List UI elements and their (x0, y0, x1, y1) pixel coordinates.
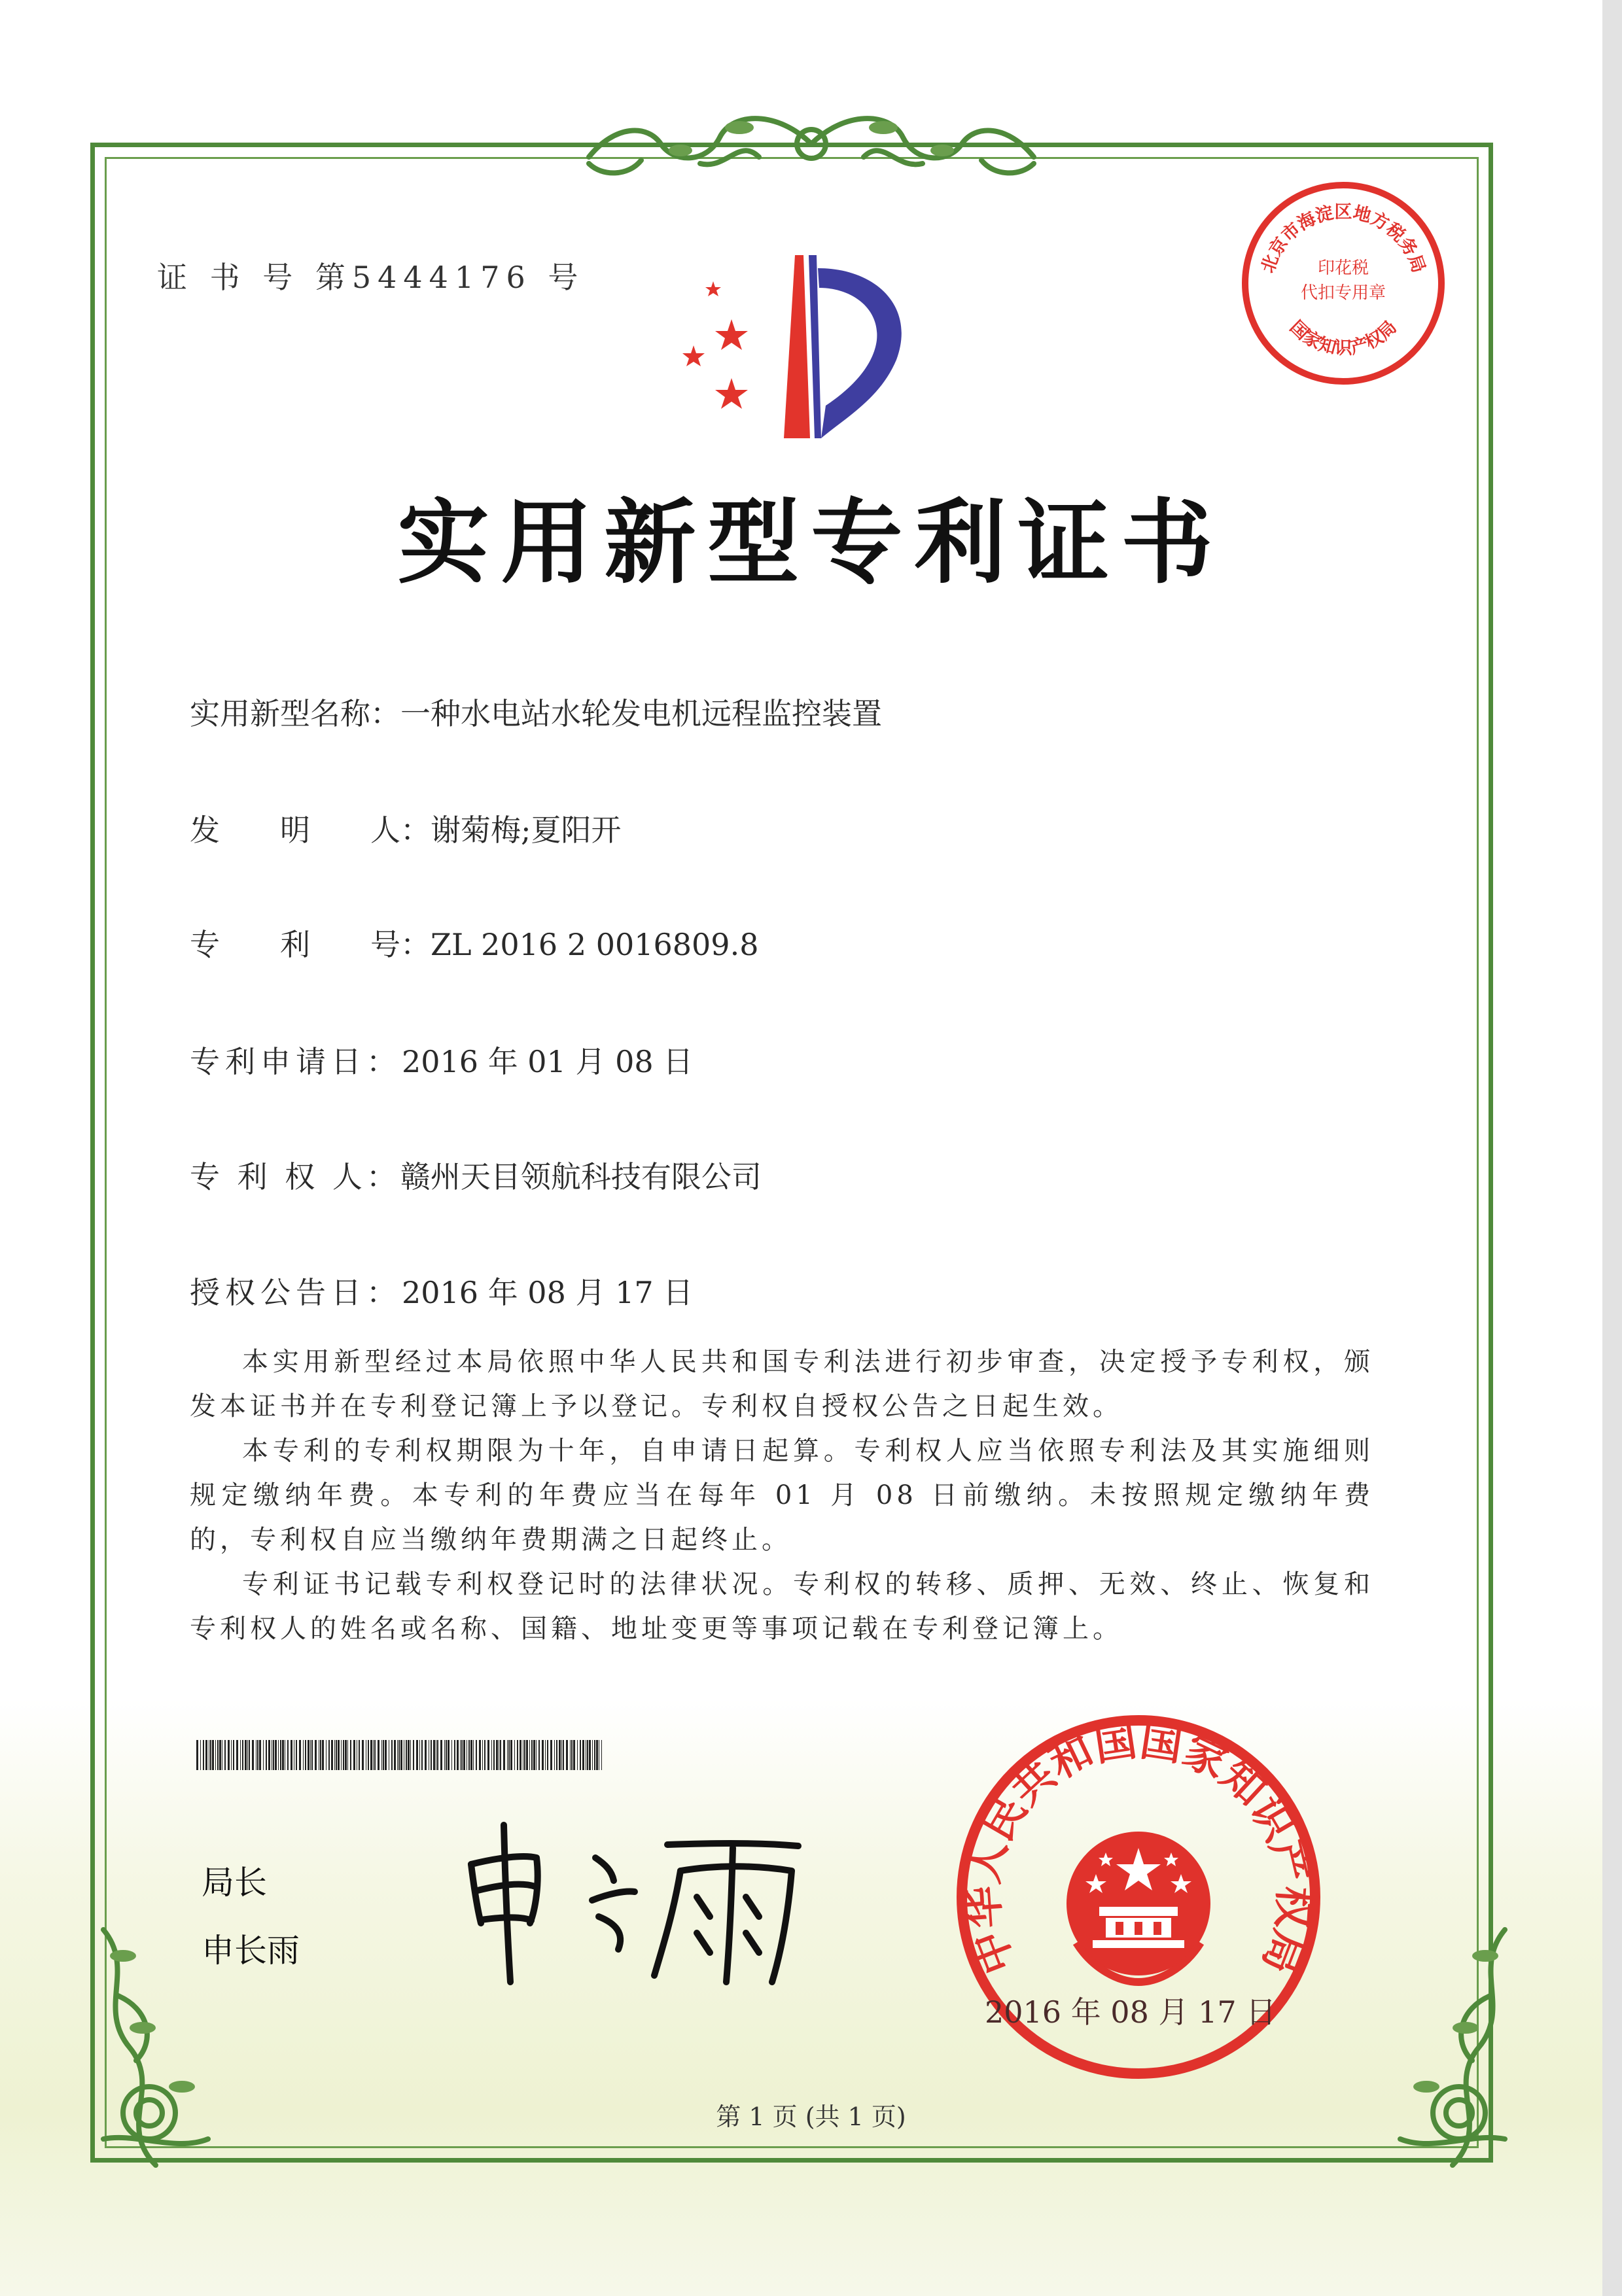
barcode-bar (589, 1740, 591, 1770)
field-grant-date (190, 1269, 693, 1312)
barcode-bar (210, 1740, 211, 1770)
national-emblem-icon (1067, 1832, 1210, 1982)
barcode-bar (328, 1740, 330, 1770)
director-title: 局长 (202, 1864, 267, 1902)
barcode-bar (536, 1740, 537, 1770)
field-application-date (190, 1038, 693, 1081)
barcode-bar (236, 1740, 238, 1770)
svg-text:国家知识产权局 (1286, 317, 1401, 358)
barcode-bar (315, 1740, 317, 1770)
barcode-bar (508, 1740, 510, 1770)
barcode-bar (320, 1740, 321, 1770)
barcode-bar (397, 1740, 398, 1770)
barcode-bar (493, 1740, 495, 1770)
barcode-bar (240, 1740, 241, 1770)
barcode-bar (524, 1740, 525, 1770)
barcode-bar (503, 1740, 505, 1770)
field-utility-model-name (190, 690, 882, 733)
barcode-bar (416, 1740, 418, 1770)
certificate-body (190, 1340, 1374, 1651)
barcode-bar (219, 1740, 221, 1770)
barcode-bar (461, 1740, 463, 1770)
barcode-bar (545, 1740, 546, 1770)
barcode-bar (343, 1740, 344, 1770)
barcode-bar (594, 1740, 595, 1770)
barcode-bar (359, 1740, 360, 1770)
scan-edge (1602, 0, 1622, 2296)
barcode-bar (507, 1740, 508, 1770)
barcode-bar (573, 1740, 575, 1770)
barcode-bar (531, 1740, 533, 1770)
barcode-bar (228, 1740, 230, 1770)
barcode-bar (473, 1740, 474, 1770)
barcode-bar (282, 1740, 284, 1770)
barcode-bar (353, 1740, 355, 1770)
barcode-bar (280, 1740, 281, 1770)
barcode-bar (520, 1740, 521, 1770)
field-value: 2016 年 01 月 08 日 (402, 1044, 694, 1079)
barcode-bar (231, 1740, 232, 1770)
top-ornament-icon (563, 98, 1060, 190)
certificate-number: 证 书 号 第5444176 号 (157, 260, 585, 295)
barcode-bar (278, 1740, 279, 1770)
barcode-bar (205, 1740, 207, 1770)
tax-seal-inner-line1: 印花税 (1317, 258, 1369, 278)
barcode-bar (406, 1740, 407, 1770)
barcode-bar (252, 1740, 254, 1770)
barcode-bar (303, 1740, 304, 1770)
barcode-bar (542, 1740, 544, 1770)
barcode-bar (331, 1740, 333, 1770)
field-label: 发 明 人： (190, 812, 431, 848)
barcode-bar (470, 1740, 472, 1770)
barcode-bar (345, 1740, 347, 1770)
barcode-bar (362, 1740, 364, 1770)
barcode-bar (484, 1740, 485, 1770)
bottom-left-ornament-icon (77, 1917, 221, 2178)
barcode-bar (577, 1740, 578, 1770)
field-value: 2016 年 08 月 17 日 (402, 1275, 694, 1310)
barcode-bar (538, 1740, 540, 1770)
barcode-bar (203, 1740, 204, 1770)
tax-stamp-seal (1235, 175, 1451, 391)
barcode-bar (487, 1740, 489, 1770)
barcode-bar (287, 1740, 289, 1770)
barcode-bar (463, 1740, 465, 1770)
field-inventor (190, 807, 622, 850)
barcode-bar (247, 1740, 248, 1770)
barcode-bar (257, 1740, 258, 1770)
barcode-bar (421, 1740, 423, 1770)
barcode-bar (305, 1740, 306, 1770)
field-value: ZL 2016 2 0016809.8 (431, 927, 759, 962)
director-signature (458, 1818, 811, 1989)
barcode-bar (263, 1740, 264, 1770)
barcode-bar (259, 1740, 261, 1770)
barcode-bar (559, 1740, 561, 1770)
barcode-bar (408, 1740, 410, 1770)
barcode-bar (561, 1740, 562, 1770)
barcode-bar (266, 1740, 267, 1770)
barcode-bar (249, 1740, 250, 1770)
field-value: 谢菊梅;夏阳开 (431, 812, 622, 848)
barcode-bar (451, 1740, 452, 1770)
barcode-bar (566, 1740, 568, 1770)
barcode-bar (212, 1740, 214, 1770)
certificate-title: 实用新型专利证书 (397, 489, 1225, 597)
barcode-bar (440, 1740, 442, 1770)
barcode-bar (217, 1740, 219, 1770)
field-patent-number (190, 921, 758, 964)
barcode-bar (437, 1740, 438, 1770)
body-paragraph: 本实用新型经过本局依照中华人民共和国专利法进行初步审查，决定授予专利权，颁发本证书并在专利登记簿上予以登记。专利权自授权公告之日起生效。 (190, 1347, 1374, 1421)
barcode-bar (563, 1740, 564, 1770)
barcode-bar (385, 1740, 387, 1770)
barcode-bar (526, 1740, 528, 1770)
barcode (196, 1740, 602, 1770)
barcode-bar (398, 1740, 400, 1770)
barcode-bar (510, 1740, 512, 1770)
body-paragraph: 本专利的专利权期限为十年，自申请日起算。专利权人应当依照专利法及其实施细则规定缴纳年费。本专利的年费应当在每年 01 月 08 日前缴纳。未按照规定缴纳年费的，专利权自应当缴纳年费期满之日起终止。 (190, 1436, 1374, 1555)
seal-date: 2016 年 08 月 17 日 (985, 1994, 1277, 2030)
barcode-bar (296, 1740, 297, 1770)
barcode-bar (268, 1740, 270, 1770)
barcode-bar (601, 1740, 602, 1770)
barcode-bar (291, 1740, 292, 1770)
page-number: 第 1 页 (共 1 页) (716, 2102, 906, 2131)
barcode-bar (381, 1740, 382, 1770)
barcode-bar (341, 1740, 342, 1770)
barcode-bar (336, 1740, 337, 1770)
barcode-bar (529, 1740, 530, 1770)
official-seal-text: 中华人民共和国国家知识产权局 (959, 1716, 1318, 1981)
barcode-bar (476, 1740, 477, 1770)
barcode-bar (374, 1740, 376, 1770)
barcode-bar (308, 1740, 309, 1770)
barcode-bar (592, 1740, 593, 1770)
barcode-bar (448, 1740, 450, 1770)
barcode-bar (580, 1740, 581, 1770)
barcode-bar (457, 1740, 459, 1770)
barcode-bar (338, 1740, 340, 1770)
barcode-bar (446, 1740, 447, 1770)
barcode-bar (517, 1740, 518, 1770)
barcode-bar (547, 1740, 548, 1770)
barcode-bar (373, 1740, 374, 1770)
barcode-bar (413, 1740, 414, 1770)
barcode-bar (596, 1740, 598, 1770)
barcode-bar (200, 1740, 201, 1770)
barcode-bar (444, 1740, 445, 1770)
barcode-bar (224, 1740, 226, 1770)
field-label: 专 利 号： (190, 927, 431, 962)
barcode-bar (275, 1740, 277, 1770)
tax-seal-inner-line2: 代扣专用章 (1300, 283, 1386, 303)
barcode-bar (425, 1740, 427, 1770)
barcode-bar (460, 1740, 461, 1770)
director-name: 申长雨 (202, 1932, 300, 1970)
bottom-right-ornament-icon (1387, 1917, 1531, 2178)
barcode-bar (322, 1740, 324, 1770)
barcode-bar (334, 1740, 335, 1770)
field-label: 专利申请日： (190, 1044, 402, 1079)
barcode-bar (368, 1740, 369, 1770)
body-paragraph: 专利证书记载专利权登记时的法律状况。专利权的转移、质押、无效、终止、恢复和专利权人的姓名或名称、国籍、地址变更等事项记载在专利登记簿上。 (190, 1569, 1374, 1644)
barcode-bar (299, 1740, 301, 1770)
field-label: 授权公告日： (190, 1275, 402, 1310)
barcode-bar (571, 1740, 573, 1770)
barcode-bar (391, 1740, 393, 1770)
barcode-bar (350, 1740, 351, 1770)
barcode-bar (514, 1740, 515, 1770)
field-label: 专 利 权 人： (190, 1159, 400, 1194)
barcode-bar (245, 1740, 247, 1770)
barcode-bar (410, 1740, 411, 1770)
barcode-bar (242, 1740, 243, 1770)
barcode-bar (556, 1740, 557, 1770)
barcode-bar (370, 1740, 372, 1770)
tax-seal-outer-text: 北京市海淀区地方税务局 (1258, 202, 1429, 276)
barcode-bar (273, 1740, 274, 1770)
field-patentee (190, 1153, 762, 1196)
barcode-bar (378, 1740, 379, 1770)
barcode-bar (311, 1740, 313, 1770)
barcode-bar (233, 1740, 234, 1770)
barcode-bar (394, 1740, 396, 1770)
barcode-bar (347, 1740, 348, 1770)
barcode-bar (491, 1740, 492, 1770)
barcode-bar (310, 1740, 311, 1770)
barcode-bar (482, 1740, 483, 1770)
barcode-bar (496, 1740, 498, 1770)
barcode-bar (550, 1740, 552, 1770)
barcode-bar (400, 1740, 402, 1770)
barcode-bar (500, 1740, 501, 1770)
barcode-bar (468, 1740, 470, 1770)
barcode-bar (431, 1740, 432, 1770)
field-value: 一种水电站水轮发电机远程监控装置 (400, 696, 882, 731)
field-value: 赣州天目领航科技有限公司 (400, 1159, 762, 1194)
barcode-bar (215, 1740, 216, 1770)
field-label: 实用新型名称： (190, 696, 400, 731)
barcode-bar (533, 1740, 535, 1770)
tax-seal-bottom-text: 国家知识产权局 (1286, 317, 1401, 358)
barcode-bar (196, 1740, 198, 1770)
barcode-bar (587, 1740, 588, 1770)
barcode-bar (433, 1740, 435, 1770)
barcode-bar (419, 1740, 420, 1770)
barcode-bar (554, 1740, 555, 1770)
barcode-bar (479, 1740, 481, 1770)
barcode-bar (454, 1740, 455, 1770)
barcode-bar (383, 1740, 384, 1770)
barcode-bar (582, 1740, 584, 1770)
patent-office-logo (654, 249, 929, 445)
barcode-bar (570, 1740, 571, 1770)
